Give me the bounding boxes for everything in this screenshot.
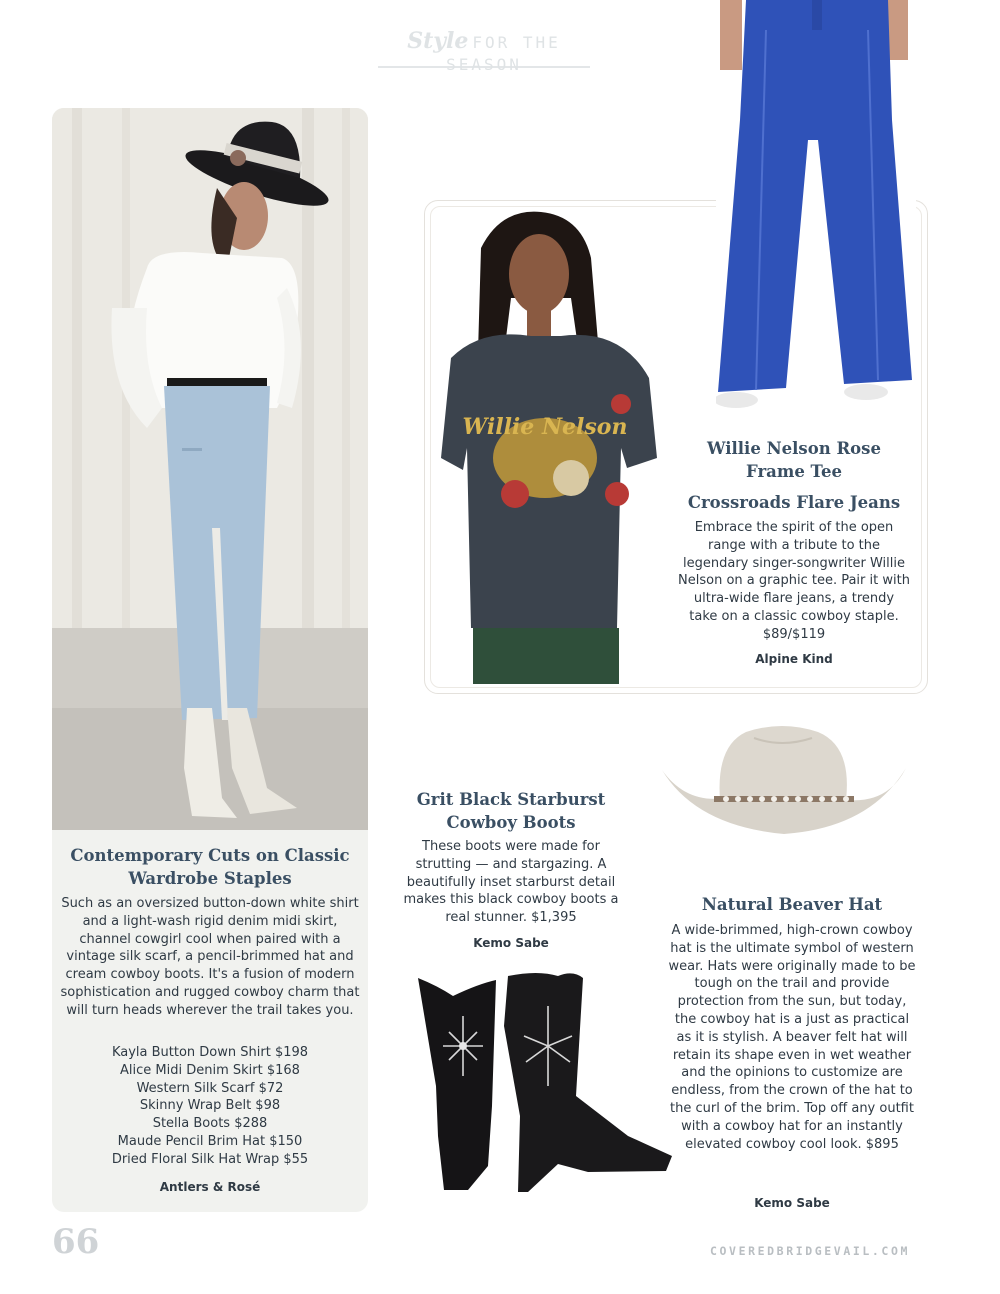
hat-illustration: [656, 716, 910, 856]
left-feature-body: Such as an oversized button-down white shirt and a light-wash rigid denim midi skirt, channel cowgirl cool when paired with a vintage silk scarf, a pencil-brimmed hat and cream cowboy boots. It's a fusion of modern sophistication and rugged cowboy charm that will turn heads wherever the trail takes you.: [60, 896, 360, 1018]
header-script-word: Style: [407, 28, 469, 54]
outfit-illustration: [52, 108, 368, 830]
site-url: COVEREDBRIDGEVAIL.COM: [710, 1244, 910, 1258]
header-caps-words: FOR THE SEASON: [446, 33, 561, 74]
page-number: 66: [52, 1222, 100, 1262]
price-list-item: Kayla Button Down Shirt $198: [111, 1045, 309, 1060]
price-list-item: Maude Pencil Brim Hat $150: [117, 1133, 303, 1149]
boots-body: These boots were made for strutting — and stargazing. A beautifully inset starburst detail makes this black cowboy boots a real stunner. $1,395: [403, 839, 619, 926]
hat-title: Natural Beaver Hat: [701, 895, 883, 914]
tee-graphic-text: Willie Nelson: [462, 414, 628, 440]
left-price-list: [60, 1044, 360, 1169]
price-list-item: Dried Floral Silk Hat Wrap $55: [111, 1151, 309, 1167]
beaver-hat-photo: [656, 716, 910, 856]
price-list-item: Stella Boots $288: [152, 1116, 268, 1132]
boots-illustration: [408, 966, 680, 1198]
price-list-item: Skinny Wrap Belt $98: [139, 1098, 281, 1114]
tee-title: Willie Nelson Rose Frame Tee: [707, 439, 881, 481]
boots-title: Grit Black Starburst Cowboy Boots: [416, 790, 606, 832]
flare-jeans-photo: [716, 0, 916, 418]
flare-jeans-illustration: [716, 0, 916, 418]
hat-store-credit: Kemo Sabe: [754, 1196, 830, 1210]
model-outfit-photo: [52, 108, 368, 830]
jeans-title: Crossroads Flare Jeans: [687, 493, 901, 512]
tee-store-credit: Alpine Kind: [755, 652, 833, 666]
boots-store-credit: Kemo Sabe: [473, 936, 549, 950]
starburst-boots-photo: [408, 966, 680, 1198]
section-header: [378, 28, 590, 74]
willie-nelson-tee-photo: [441, 208, 659, 684]
left-feature-title: Contemporary Cuts on Classic Wardrobe Staples: [70, 846, 350, 888]
price-list-item: Western Silk Scarf $72: [136, 1080, 284, 1096]
tee-body: Embrace the spirit of the open range with a tribute to the legendary singer-songwriter Willie Nelson on a graphic tee. Pair it with ultra-wide flare jeans, a trendy take on a classic cowboy staple. $89/$119: [678, 520, 910, 642]
left-store-credit: Antlers & Rosé: [159, 1180, 261, 1194]
hat-body: A wide-brimmed, high-crown cowboy hat is the ultimate symbol of western wear. Hats were originally made to be tough on the trail and provide protection from the sun, but today, the cowboy hat is a just as practical as it is stylish. A beaver felt hat will retain its shape even in wet weather and the opinions to customize are endless, from the crown of the hat to the curl of the brim. Top off any outfit with a cowboy hat for an instantly elevated cowboy cool look. $895: [668, 923, 916, 1152]
tee-illustration: [441, 208, 659, 684]
price-list-item: Alice Midi Denim Skirt $168: [120, 1062, 300, 1078]
